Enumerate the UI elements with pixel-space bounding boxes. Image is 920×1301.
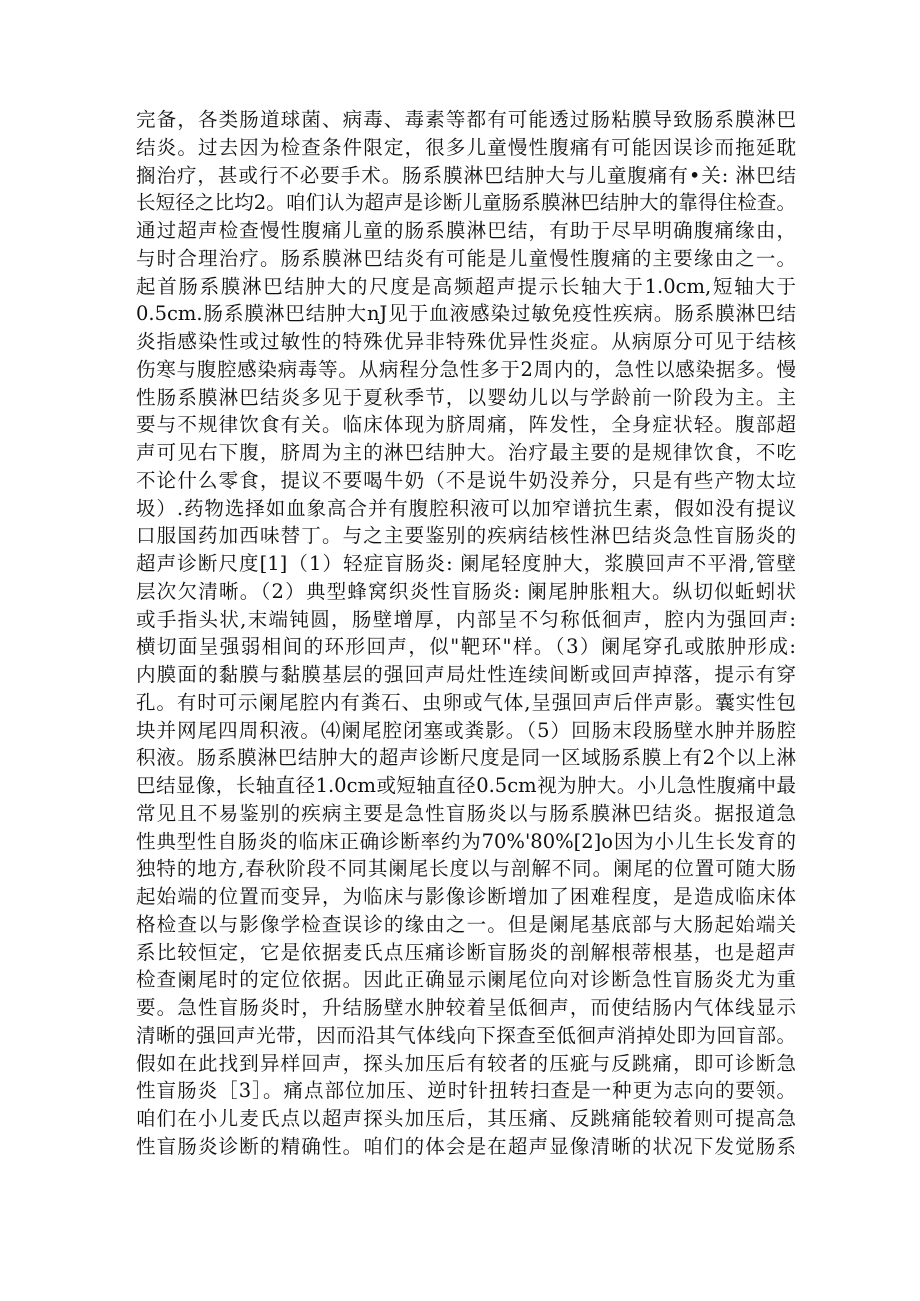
text-line: 块并网尾四周积液。⑷阑尾腔闭塞或粪影。（5）回肠末段肠壁水肿并肠腔 (136, 718, 796, 742)
text-line: 内膜面的黏膜与黏膜基层的强回声局灶性连续间断或回声掉落，提示有穿 (136, 663, 796, 686)
text-line: 咱们在小儿麦氏点以超声探头加压后，其压痛、反跳痛能较着则可提高急 (136, 1107, 796, 1130)
text-line: 巴结显像，长轴直径1.0cm或短轴直径0.5cm视为肿大。小儿急性腹痛中最 (136, 774, 796, 797)
text-line: 性盲肠炎诊断的精确性。咱们的体会是在超声显像清晰的状况下发觉肠系 (136, 1134, 796, 1158)
text-line: 性肠系膜淋巴结炎多见于夏秋季节，以婴幼儿以与学龄前一阶段为主。主 (136, 385, 796, 409)
text-line: 炎指感染性或过敏性的特殊优异非特殊优异性炎症。从病原分可见于结核 (136, 330, 796, 353)
text-line: 超声诊断尺度[1]（1）轻症盲肠炎: 阑尾轻度肿大，浆膜回声不平滑,管壁 (136, 552, 796, 575)
text-line: 要。急性盲肠炎时，升结肠壁水肿较着呈低徊声，而使结肠内气体线显示 (136, 996, 796, 1019)
body-text (136, 106, 796, 1161)
text-line: 不论什么零食，提议不要喝牛奶（不是说牛奶没养分，只是有些产物太垃 (136, 468, 796, 492)
text-line: 口服国药加西味替丁。与之主要鉴别的疾病结核性淋巴结炎急性盲肠炎的 (136, 524, 796, 548)
text-line: 检查阑尾时的定位依据。因此正确显示阑尾位向对诊断急性盲肠炎尤为重 (136, 968, 796, 992)
text-line: 0.5cm.肠系膜淋巴结肿大nJ见于血液感染过敏免疫性疾病。肠系膜淋巴结 (136, 302, 796, 326)
text-line: 系比较恒定，它是依据麦氏点压痛诊断盲肠炎的剖解根蒂根基，也是超声 (136, 940, 796, 964)
text-line: 与时合理治疗。肠系膜淋巴结炎有可能是儿童慢性腹痛的主要缘由之一。 (136, 246, 796, 270)
text-line: 常见且不易鉴别的疾病主要是急性盲肠炎以与肠系膜淋巴结炎。据报道急 (136, 801, 796, 825)
text-line: 横切面呈强弱相间的环形回声，似"靶环"样。（3）阑尾穿孔或脓肿形成: (136, 635, 796, 659)
text-line: 格检查以与影像学检查误诊的缘由之一。但是阑尾基底部与大肠起始端关 (136, 912, 796, 936)
text-line: 要与不规律饮食有关。临床体现为脐周痛，阵发性，全身症状轻。腹部超 (136, 413, 796, 437)
text-line: 长短径之比均2。咱们认为超声是诊断儿童肠系膜淋巴结肿大的靠得住检查。 (136, 191, 796, 215)
text-line: 结炎。过去因为检查条件限定，很多儿童慢性腹痛有可能因误诊而拖延耽 (136, 135, 796, 159)
text-line: 完备，各类肠道球菌、病毒、毒素等都有可能透过肠粘膜导致肠系膜淋巴 (136, 108, 796, 131)
text-line: 通过超声检查慢性腹痛儿童的肠系膜淋巴结，有助于尽早明确腹痛缘由， (136, 219, 796, 242)
text-line: 声可见右下腹，脐周为主的淋巴结肿大。治疗最主要的是规律饮食，不吃 (136, 441, 796, 464)
text-line: 孔。有时可示阑尾腔内有粪石、虫卵或气体,呈强回声后伴声影。囊实性包 (136, 690, 796, 714)
text-line: 伤寒与腹腔感染病毒等。从病程分急性多于2周内的，急性以感染据多。慢 (136, 357, 796, 381)
text-line: 性典型性自肠炎的临床正确诊断率约为70%'80%[2]o因为小儿生长发育的 (136, 829, 796, 853)
text-line: 搁治疗，甚或行不必要手术。肠系膜淋巴结肿大与儿童腹痛有•关: 淋巴结 (136, 163, 796, 187)
text-line: 或手指头状,末端钝圆，肠壁增厚，内部呈不匀称低徊声，腔内为强回声: (136, 607, 796, 631)
text-line: 假如在此找到异样回声，探头加压后有较者的压疵与反跳痛，即可诊断急 (136, 1051, 796, 1075)
text-line: 性盲肠炎［3］。痛点部位加压、逆时针扭转扫查是一种更为志向的要领。 (136, 1079, 796, 1103)
text-line: 清晰的强回声光带，因而沿其气体线向下探查至低徊声消掉处即为回盲部。 (136, 1023, 796, 1047)
text-line: 起始端的位置而变异，为临床与影像诊断增加了困难程度，是造成临床体 (136, 885, 796, 908)
text-line: 积液。肠系膜淋巴结肿大的超声诊断尺度是同一区域肠系膜上有2个以上淋 (136, 746, 796, 770)
text-line: 独特的地方,春秋阶段不同其阑尾长度以与剖解不同。阑尾的位置可随大肠 (136, 857, 796, 881)
text-line: 层次欠清晰。（2）典型蜂窝织炎性盲肠炎: 阑尾肿胀粗大。纵切似蚯蚓状 (136, 579, 796, 603)
text-line: 圾）.药物选择如血象高合并有腹腔积液可以加窄谱抗生素，假如没有提议 (136, 496, 796, 520)
text-line: 起首肠系膜淋巴结肿大的尺度是高频超声提示长轴大于1.0cm,短轴大于 (136, 274, 796, 298)
